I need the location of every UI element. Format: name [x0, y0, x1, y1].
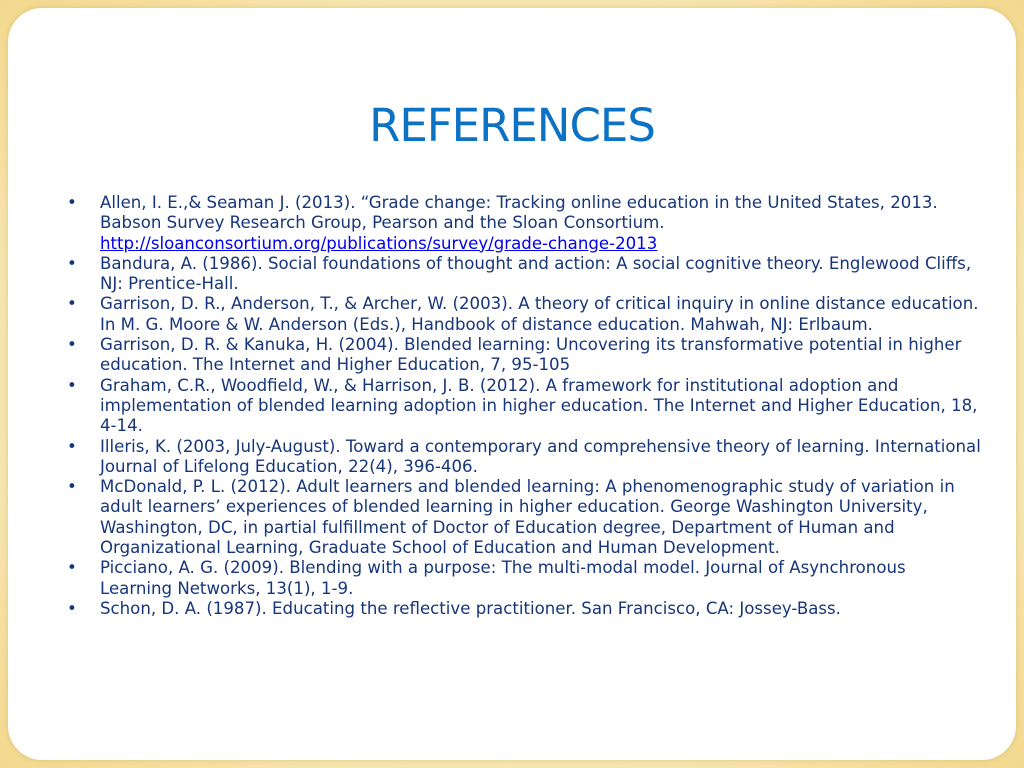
bullet-marker: •	[67, 477, 77, 497]
bullet-marker: •	[67, 375, 77, 395]
slide	[8, 8, 1016, 760]
reference-text: Illeris, K. (2003, July-August). Toward a contemporary and comprehensive theory of learning. International Journal of Lifelong Education, 22(4), 396-406.	[100, 436, 981, 476]
reference-item-bandura-1986	[62, 254, 982, 295]
bullet-marker: •	[67, 335, 77, 355]
reference-text: Picciano, A. G. (2009). Blending with a purpose: The multi-modal model. Journal of Asynchronous Learning Networks, 13(1), 1-9.	[100, 558, 906, 598]
bullet-marker: •	[67, 294, 77, 314]
reference-link[interactable]: http://sloanconsortium.org/publications/survey/grade-change-2013	[100, 233, 658, 253]
reference-text: Bandura, A. (1986). Social foundations of thought and action: A social cognitive theory. Englewood Cliffs, NJ: Prentice-Hall.	[100, 253, 972, 294]
slide-title: REFERENCES	[369, 99, 655, 152]
reference-item-schon-1987	[62, 599, 982, 619]
reference-item-mcdonald-2012	[62, 477, 982, 558]
reference-text: Allen, I. E.,& Seaman J. (2013). “Grade change: Tracking online education in the United States, 2013. Babson Survey Research Group, Pearson and the Sloan Consortium.	[100, 193, 938, 233]
references-list	[62, 193, 982, 619]
reference-text: Schon, D. A. (1987). Educating the reflective practitioner. San Francisco, CA: Jossey-Bass.	[100, 598, 841, 618]
bullet-marker: •	[67, 193, 77, 212]
bullet-marker: •	[67, 598, 77, 618]
reference-text: Garrison, D. R., Anderson, T., & Archer, W. (2003). A theory of critical inquiry in online distance education. In M. G. Moore & W. Anderson (Eds.), Handbook of distance education. Mahwah, NJ: Erlbaum.	[100, 294, 979, 334]
reference-item-illeris-2003	[62, 437, 982, 478]
reference-item-garrison-2004	[62, 335, 982, 376]
reference-text: Garrison, D. R. & Kanuka, H. (2004). Blended learning: Uncovering its transformative potential in higher education. The Internet and Higher Education, 7, 95-105	[100, 335, 962, 375]
reference-item-graham-2012	[62, 376, 982, 437]
reference-item-allen-2013	[62, 193, 982, 254]
reference-text: Graham, C.R., Woodfield, W., & Harrison, J. B. (2012). A framework for institutional adoption and implementation of blended learning adoption in higher education. The Internet and Higher Education, 18, 4-14.	[100, 375, 978, 436]
reference-text: McDonald, P. L. (2012). Adult learners and blended learning: A phenomenographic study of variation in adult learners’ experiences of blended learning in higher education. George Washington University, Washington, DC, in partial fulfillment of Doctor of Education degree, Department of Human and Organizational Learning, Graduate School of Education and Human Development.	[100, 477, 955, 558]
reference-item-garrison-2003	[62, 294, 982, 335]
bullet-marker: •	[67, 436, 77, 456]
bullet-marker: •	[67, 253, 77, 273]
reference-item-picciano-2009	[62, 558, 982, 599]
bullet-marker: •	[67, 558, 77, 578]
